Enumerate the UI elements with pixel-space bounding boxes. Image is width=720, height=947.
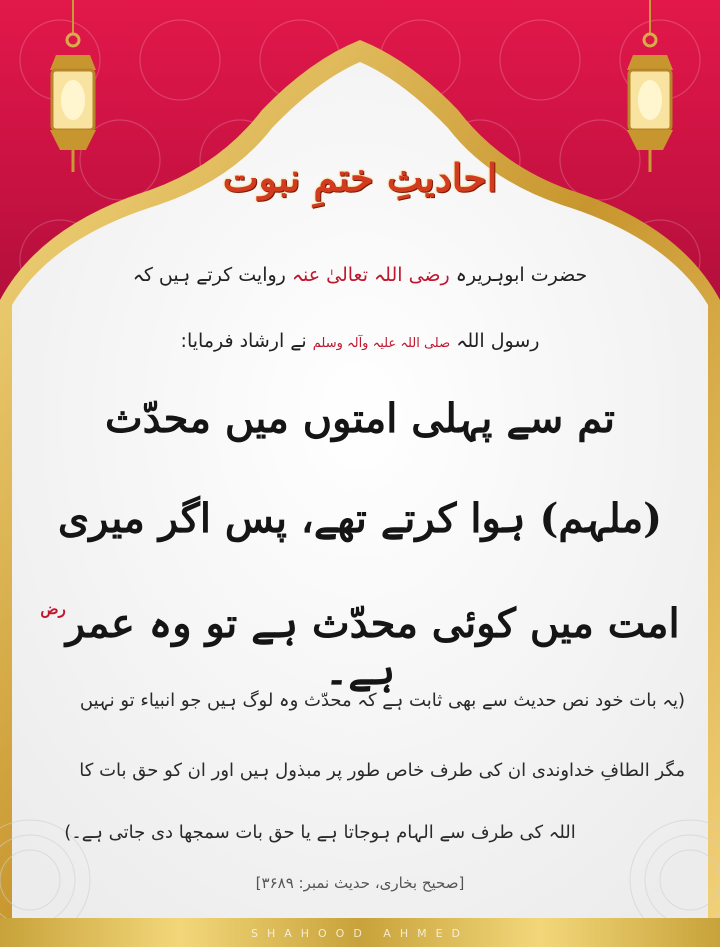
page-title: احادیثِ ختمِ نبوت	[222, 155, 498, 200]
narrator-text-end: روایت کرتے ہیں کہ	[132, 264, 286, 286]
prophet-text-end: نے ارشاد فرمایا:	[180, 330, 307, 352]
reference: [صحیح بخاری، حدیث نمبر: ۳۶۸۹]	[255, 874, 465, 892]
hadith-line-1: تم سے پہلی امتوں میں محدّث	[105, 395, 615, 442]
note-line-1: (یہ بات خود نص حدیث سے بھی ثابت ہے کہ محدّث وہ لوگ ہیں جو انبیاء تو نہیں	[79, 690, 685, 711]
watermark: SHAHOOD AHMED	[250, 927, 470, 940]
narrator-text: حضرت ابوہریرہ	[455, 264, 588, 286]
note-line-3: اللہ کی طرف سے الہام ہوجاتا ہے یا حق بات سمجھا دی جاتی ہے۔)	[64, 822, 576, 843]
prophet-line	[0, 330, 720, 352]
narrator-line	[0, 264, 720, 286]
note-line-2: مگر الطافِ خداوندی ان کی طرف خاص طور پر مبذول ہیں اور ان کو حق بات کا	[79, 760, 685, 781]
hadith-line-3-end: ہے۔	[324, 647, 396, 694]
salutation: صلی اللہ علیہ وآلہ وسلم	[312, 336, 451, 351]
honorific: رض	[40, 600, 66, 618]
hadith-line-3-text: امت میں کوئی محدّث ہے تو وہ عمر	[65, 600, 680, 647]
hadith-line-3	[40, 600, 680, 694]
prophet-text: رسول اللہ	[456, 330, 540, 352]
honorific: رضی اللہ تعالیٰ عنہ	[291, 264, 450, 286]
hadith-line-2: (ملہم) ہوا کرتے تھے، پس اگر میری	[57, 495, 663, 542]
